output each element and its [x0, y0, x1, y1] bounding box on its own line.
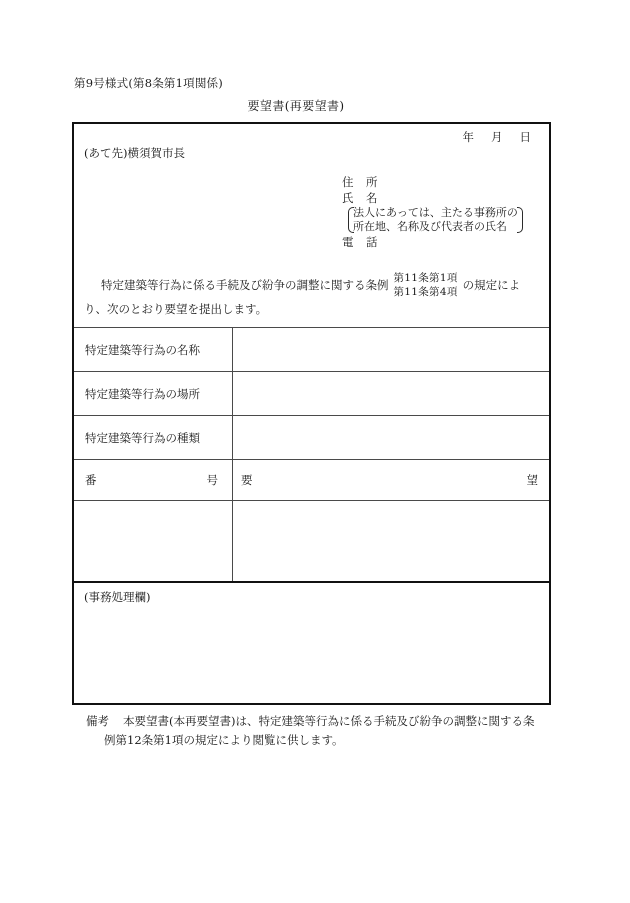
header-number-left: 番	[85, 473, 97, 487]
corporate-note	[346, 206, 525, 234]
date-year-label: 年	[462, 130, 474, 144]
clause-line-2: 第11条第4項	[393, 285, 458, 298]
table-row	[74, 416, 549, 460]
clause-line-1: 第11条第1項	[393, 272, 458, 284]
table-row	[74, 328, 549, 372]
office-use-row	[74, 582, 549, 670]
row-value-name[interactable]	[233, 328, 550, 372]
date-day-label: 日	[519, 130, 531, 144]
addressee-line: (あて先)横須賀市長	[84, 146, 185, 160]
date-month-label: 月	[491, 130, 503, 144]
footer-note-line-2: 例第12条第1項の規定により閲覧に供します。	[104, 733, 344, 747]
header-number-cell	[74, 460, 233, 501]
footer-note-line-1: 本要望書(本再要望書)は、特定建築等行為に係る手続及び紛争の調整に関する条	[123, 714, 535, 728]
corporate-note-line-2: 所在地、名称及び代表者の氏名	[353, 220, 507, 233]
statement-lead: 特定建築等行為に係る手続及び紛争の調整に関する条例	[101, 278, 389, 292]
footer-note-label: 備考	[86, 714, 109, 728]
date-line	[463, 129, 532, 145]
corporate-note-line-1: 法人にあっては、主たる事務所の	[353, 206, 518, 219]
office-use-cell[interactable]	[74, 582, 549, 670]
header-request-left: 要	[241, 473, 253, 487]
header-request-cell	[233, 460, 550, 501]
row-label-place: 特定建築等行為の場所	[74, 372, 233, 416]
applicant-name-label: 氏 名	[342, 191, 378, 205]
document-title: 要望書(再要望書)	[247, 99, 345, 113]
row-value-kind[interactable]	[233, 416, 550, 460]
form-table	[74, 327, 549, 670]
footer-note	[86, 712, 556, 750]
row-label-name: 特定建築等行為の名称	[74, 328, 233, 372]
applicant-phone-label: 電 話	[342, 235, 378, 249]
table-entry-row	[74, 501, 549, 583]
statement-paragraph	[84, 272, 539, 320]
statement-line-2: り、次のとおり要望を提出します。	[84, 302, 268, 316]
form-frame	[72, 122, 551, 705]
form-code: 第9号様式(第8条第1項関係)	[74, 76, 223, 90]
applicant-block	[342, 174, 525, 250]
statement-tail: の規定によ	[462, 278, 521, 292]
bracket-open-icon	[346, 206, 353, 234]
entry-request-cell[interactable]	[233, 501, 550, 583]
header-number-right: 号	[206, 473, 218, 487]
bracket-close-icon	[518, 206, 525, 234]
clause-stack	[394, 272, 458, 299]
table-row	[74, 372, 549, 416]
table-header-row	[74, 460, 549, 501]
row-label-kind: 特定建築等行為の種類	[74, 416, 233, 460]
row-value-place[interactable]	[233, 372, 550, 416]
applicant-address-label: 住 所	[342, 175, 378, 189]
office-use-label: (事務処理欄)	[84, 590, 151, 604]
form-upper-section	[74, 124, 549, 327]
entry-number-cell[interactable]	[74, 501, 233, 583]
header-request-right: 望	[526, 473, 538, 487]
